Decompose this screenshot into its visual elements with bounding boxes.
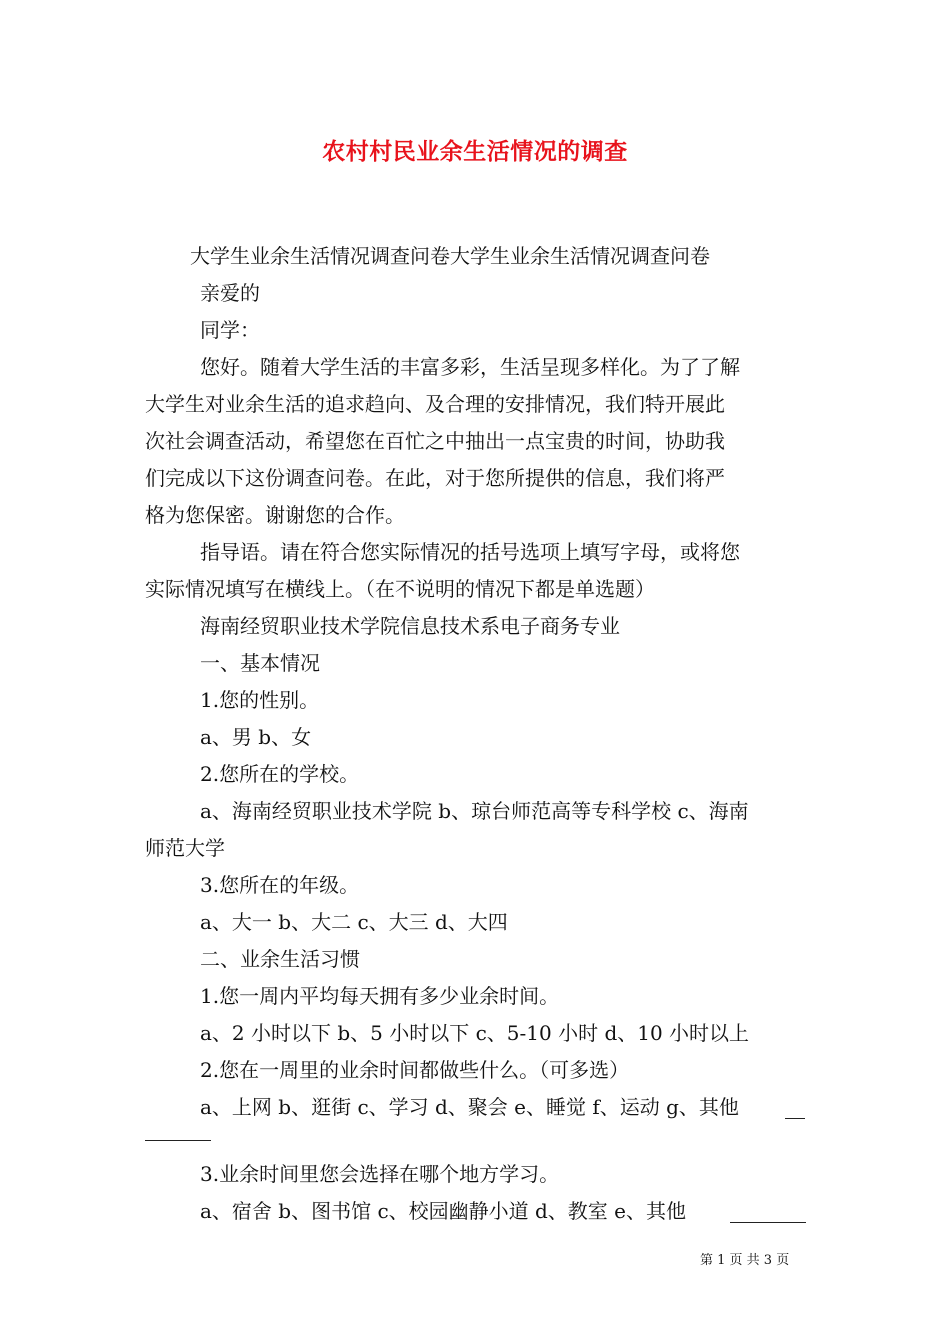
intro-paragraph-line: 您好。随着大学生活的丰富多彩，生活呈现多样化。为了了解	[200, 355, 740, 379]
instruction-line: 实际情况填写在横线上。（在不说明的情况下都是单选题）	[145, 577, 655, 601]
question-free-time: 1.您一周内平均每天拥有多少业余时间。	[200, 984, 560, 1008]
blank-line	[145, 1140, 211, 1141]
page-footer: 第 1 页 共 3 页	[700, 1253, 790, 1268]
intro-paragraph-line: 格为您保密。谢谢您的合作。	[145, 503, 405, 527]
department-line: 海南经贸职业技术学院信息技术系电子商务专业	[200, 614, 620, 638]
options-school-cont: 师范大学	[145, 836, 225, 860]
options-grade: a、大一 b、大二 c、大三 d、大四	[200, 910, 508, 934]
section-heading-habits: 二、业余生活习惯	[200, 947, 360, 971]
intro-paragraph-line: 们完成以下这份调查问卷。在此，对于您所提供的信息，我们将严	[145, 466, 725, 490]
question-school: 2.您所在的学校。	[200, 762, 360, 786]
options-study-place: a、宿舍 b、图书馆 c、校园幽静小道 d、教室 e、其他	[200, 1199, 686, 1223]
survey-heading: 大学生业余生活情况调查问卷大学生业余生活情况调查问卷	[190, 244, 710, 268]
intro-paragraph-line: 次社会调查活动，希望您在百忙之中抽出一点宝贵的时间，协助我	[145, 429, 725, 453]
instruction-line: 指导语。请在符合您实际情况的括号选项上填写字母，或将您	[200, 540, 740, 564]
document-title: 农村村民业余生活情况的调查	[322, 139, 628, 165]
options-school: a、海南经贸职业技术学院 b、琼台师范高等专科学校 c、海南	[200, 799, 749, 823]
options-free-time: a、2 小时以下 b、5 小时以下 c、5-10 小时 d、10 小时以上	[200, 1021, 750, 1045]
question-grade: 3.您所在的年级。	[200, 873, 360, 897]
question-activities: 2.您在一周里的业余时间都做些什么。（可多选）	[200, 1058, 630, 1082]
salutation-line-2: 同学：	[200, 318, 260, 342]
intro-paragraph-line: 大学生对业余生活的追求趋向、及合理的安排情况，我们特开展此	[145, 392, 725, 416]
options-gender: a、男 b、女	[200, 725, 312, 749]
question-gender: 1.您的性别。	[200, 688, 320, 712]
section-heading-basic: 一、基本情况	[200, 651, 320, 675]
question-study-place: 3.业余时间里您会选择在哪个地方学习。	[200, 1162, 560, 1186]
blank-line	[785, 1118, 805, 1119]
blank-line	[730, 1222, 806, 1223]
salutation-line-1: 亲爱的	[200, 281, 260, 305]
options-activities: a、上网 b、逛街 c、学习 d、聚会 e、睡觉 f、运动 g、其他	[200, 1095, 739, 1119]
